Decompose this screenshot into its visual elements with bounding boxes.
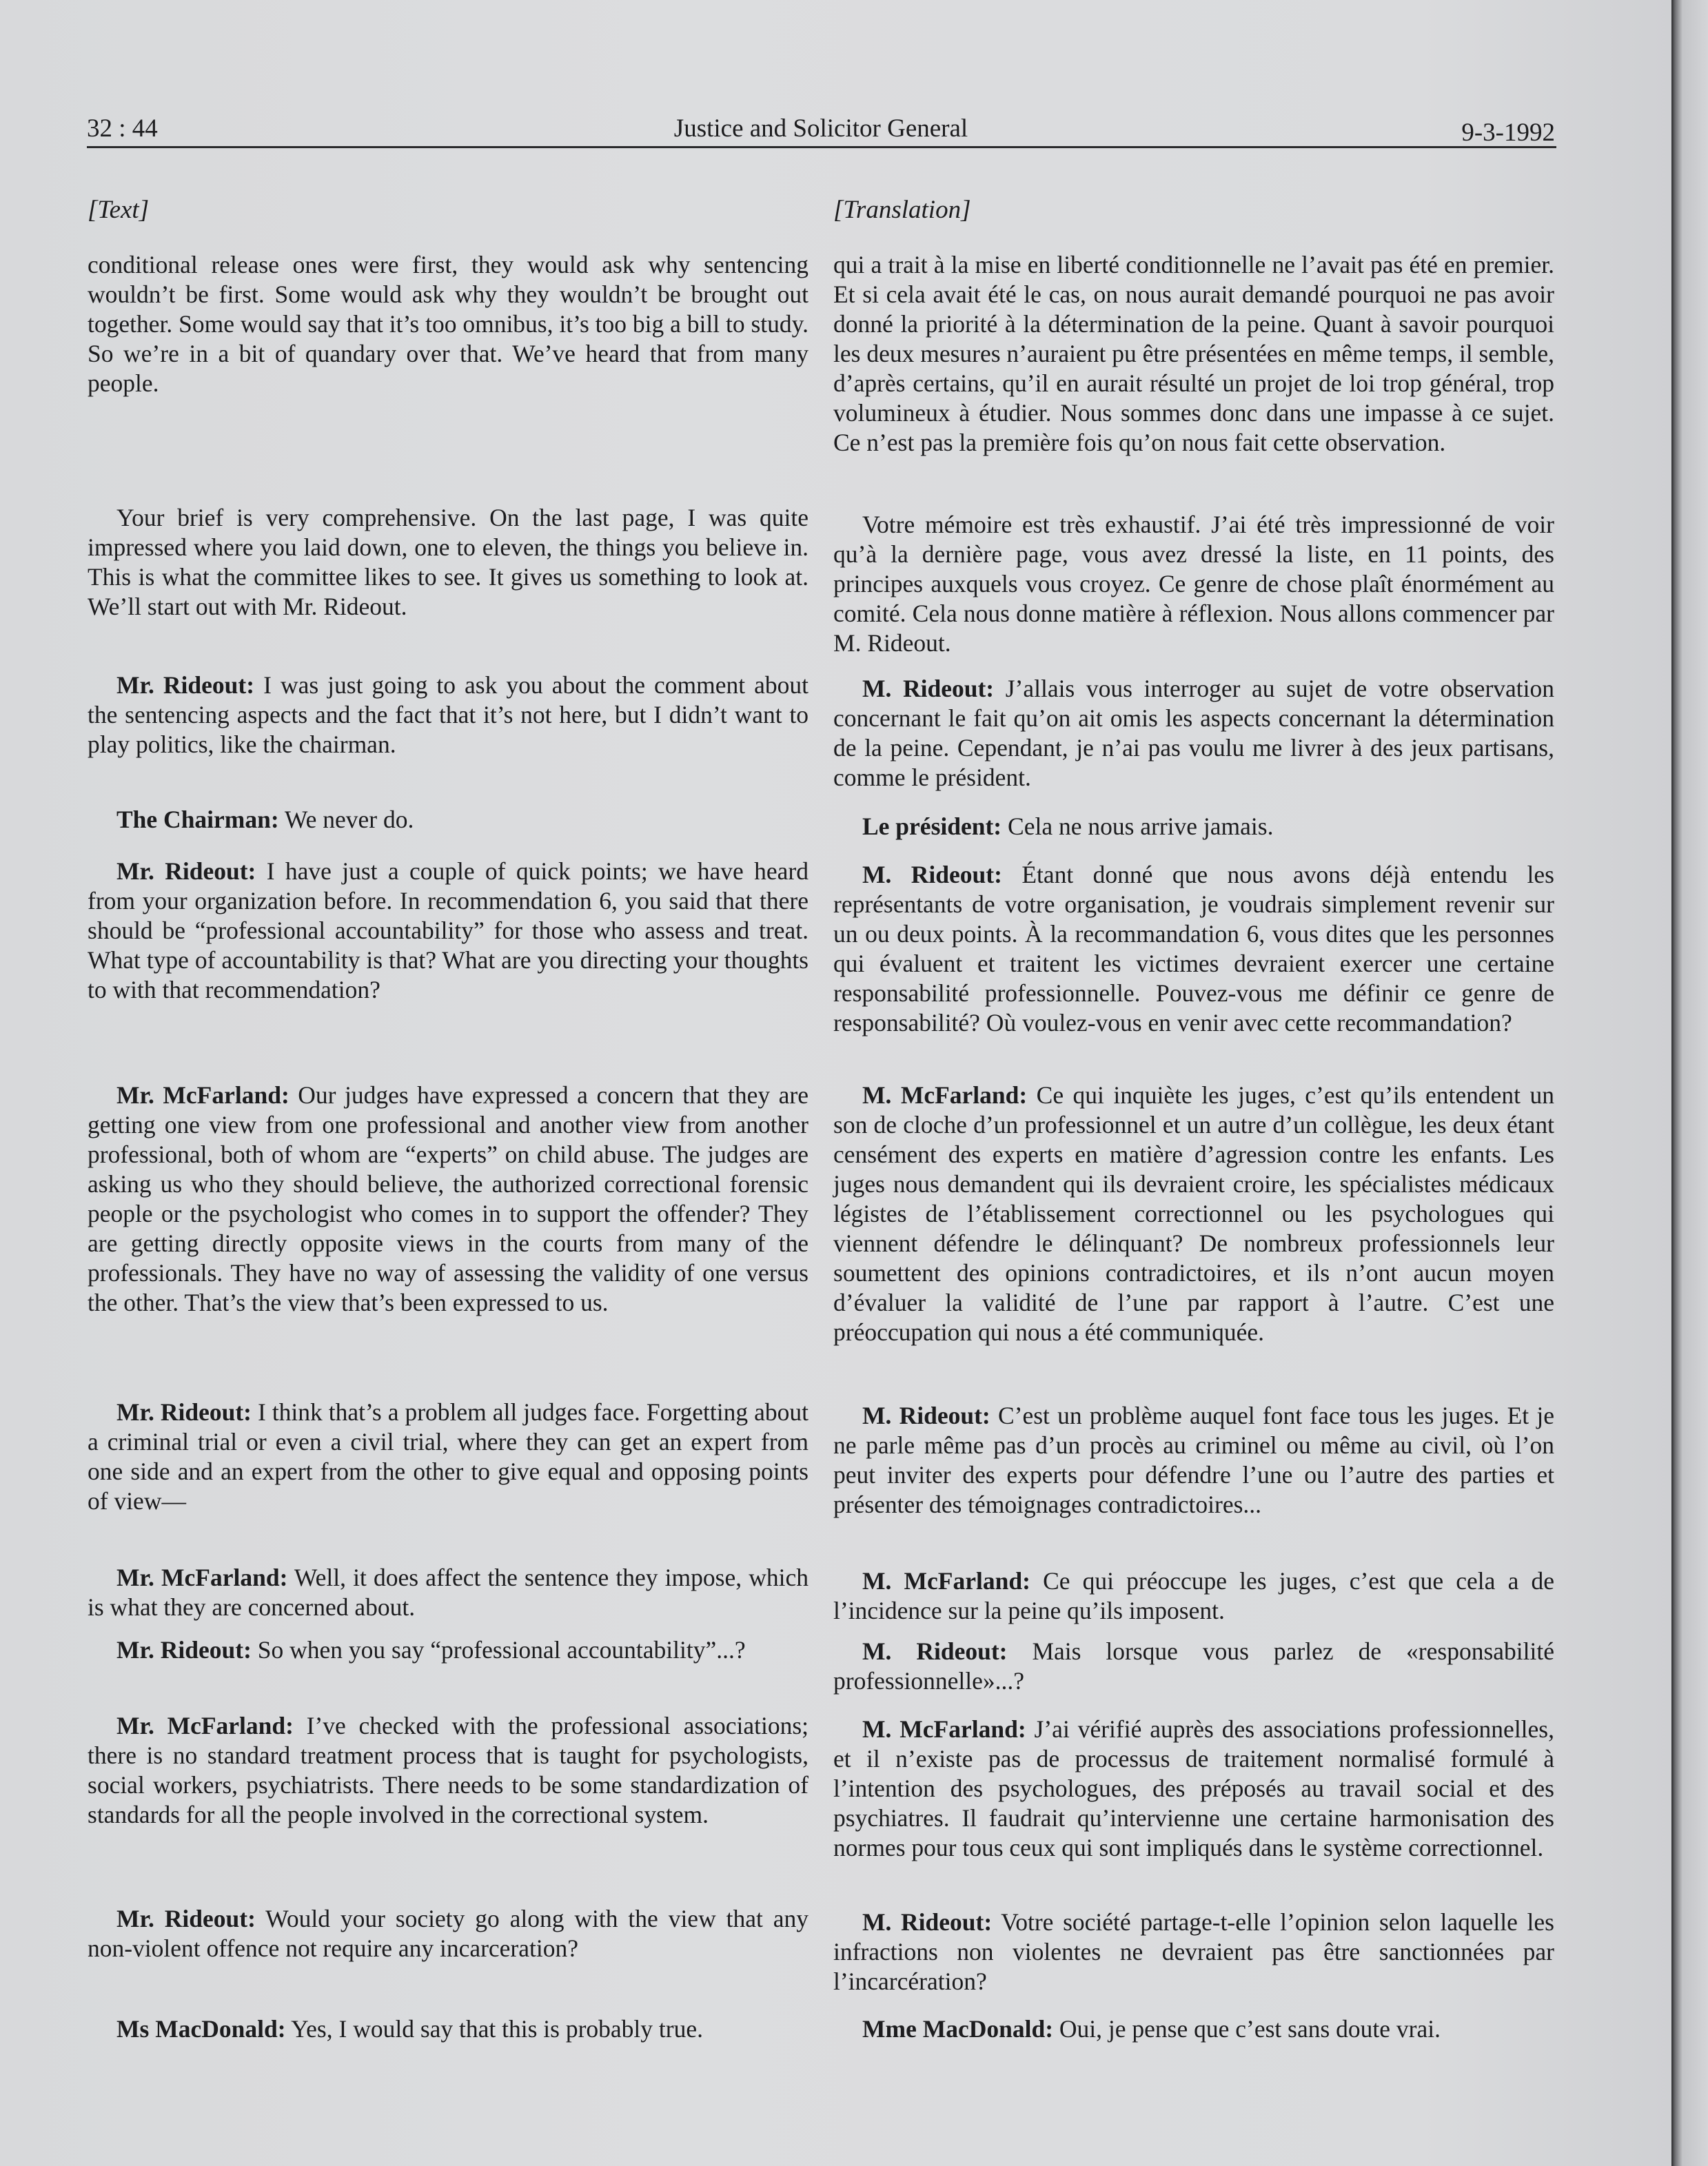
paragraph: Mr. Rideout: I think that’s a problem all judges face. Forgetting about a criminal trial or even a civil trial, where they can get an expert from one side and an expert from the other to give equal and opposing points of view—	[88, 1398, 809, 1515]
paragraph: M. Rideout: J’allais vous interroger au sujet de votre observation concernant le fait qu’on ait omis les aspects concernant la détermination de la peine. Cependant, je n’ai pas voulu me livrer à des jeux partisans, comme le président.	[833, 675, 1554, 791]
paragraph: Your brief is very comprehensive. On the last page, I was quite impressed where you laid down, one to eleven, the things you believe in. This is what the committee likes to see. It gives us something to look at. We’ll start out with Mr. Rideout.	[88, 504, 809, 620]
paragraph: Mr. Rideout: So when you say “professional accountability”...?	[116, 1636, 746, 1664]
paragraph: M. Rideout: C’est un problème auquel font face tous les juges. Et je ne parle même pas d’un procès au criminel ou même au civil, où l’on peut inviter des experts pour défendre l’une ou l’autre des parties et présenter des témoignages contradictoires...	[833, 1402, 1554, 1518]
paragraph: M. Rideout: Votre société partage-t-elle l’opinion selon laquelle les infractions non violentes ne devraient pas être sanctionnées par l’incarcération?	[833, 1908, 1554, 1995]
paragraph: Votre mémoire est très exhaustif. J’ai été très impressionné de voir qu’à la dernière page, vous avez dressé la liste, en 11 points, des principes auxquels vous croyez. Ce genre de chose plaît énormément au comité. Cela nous donne matière à réflexion. Nous allons commencer par M. Rideout.	[833, 511, 1554, 657]
paragraph: Ms MacDonald: Yes, I would say that this is probably true.	[116, 2015, 703, 2043]
sitting-date: 9-3-1992	[1461, 119, 1555, 147]
page-number: 32 : 44	[87, 114, 158, 143]
paragraph: The Chairman: We never do.	[116, 806, 414, 833]
paragraph: Mr. McFarland: Our judges have expressed a concern that they are getting one view from one professional and another view from another professional, both of whom are “experts” on child abuse. The judges are asking us who they should believe, the authorized correctional forensic people or the psychologist who comes in to support the offender? They are getting directly opposite views in the courts from many of the professionals. They have no way of assessing the validity of one versus the other. That’s the view that’s been expressed to us.	[88, 1081, 809, 1316]
page-header	[87, 114, 1555, 148]
paragraph: Mr. Rideout: I was just going to ask you about the comment about the sentencing aspects and the fact that it’s not here, but I didn’t want to play politics, like the chairman.	[88, 671, 809, 758]
paragraph: Le président: Cela ne nous arrive jamais.	[862, 813, 1274, 840]
paragraph: M. McFarland: J’ai vérifié auprès des associations professionnelles, et il n’existe pas de processus de traitement normalisé formulé à l’intention des psychologues, des préposés au travail social et des psychiatres. Il faudrait qu’intervienne une certaine harmonisation des normes pour tous ceux qui sont impliqués dans le système correctionnel.	[833, 1715, 1554, 1861]
paragraph: M. McFarland: Ce qui préoccupe les juges, c’est que cela a de l’incidence sur la peine qu’ils imposent.	[833, 1567, 1554, 1624]
binding-edge	[1671, 0, 1708, 2166]
paragraph: Mr. McFarland: Well, it does affect the sentence they impose, which is what they are concerned about.	[88, 1564, 809, 1621]
paragraph: Mr. McFarland: I’ve checked with the professional associations; there is no standard treatment process that is taught for psychologists, social workers, psychiatrists. There needs to be some standardization of standards for all the people involved in the correctional system.	[88, 1712, 809, 1828]
paragraph: Mr. Rideout: Would your society go along with the view that any non-violent offence not require any incarceration?	[88, 1905, 809, 1962]
running-title: Justice and Solicitor General	[673, 114, 968, 143]
french-column	[833, 195, 1554, 2043]
paragraph: Mr. Rideout: I have just a couple of quick points; we have heard from your organization before. In recommendation 6, you said that there should be “professional accountability” for those who assess and treat. What type of accountability is that? What are you directing your thoughts to with that recommendation?	[88, 857, 809, 1003]
paragraph: qui a trait à la mise en liberté conditionnelle ne l’avait pas été en premier. Et si cela avait été le cas, on nous aurait demandé pourquoi ne pas avoir donné la priorité à la détermination de la peine. Quant à savoir pourquoi les deux mesures n’auraient pu être présentées en même temps, il semble, d’après certains, qu’il en aurait résulté un projet de loi trop général, trop volumineux à étudier. Nous sommes donc dans une impasse à ce sujet. Ce n’est pas la première fois qu’on nous fait cette observation.	[833, 251, 1554, 456]
paragraph: M. Rideout: Mais lorsque vous parlez de «responsabilité professionnelle»...?	[833, 1637, 1554, 1695]
header-rule	[87, 146, 1556, 148]
paragraph: conditional release ones were first, they would ask why sentencing wouldn’t be first. Some would ask why they wouldn’t be brought out together. Some would say that it’s too omnibus, it’s too big a bill to study. So we’re in a bit of quandary over that. We’ve heard that from many people.	[88, 251, 809, 397]
english-column	[88, 195, 809, 2043]
paragraph: Mme MacDonald: Oui, je pense que c’est sans doute vrai.	[862, 2015, 1441, 2043]
translation-tag: [Translation]	[833, 196, 971, 224]
text-tag: [Text]	[88, 196, 150, 224]
paragraph: M. McFarland: Ce qui inquiète les juges, c’est qu’ils entendent un son de cloche d’un professionnel et un autre d’un collègue, les deux étant censément des experts en matière d’agression contre les enfants. Les juges nous demandent qui ils devraient croire, les spécialistes médicaux légistes de l’établissement correctionnel ou les psychologues qui viennent défendre le délinquant? De nombreux professionnels leur soumettent des opinions contradictoires, et ils n’ont aucun moyen d’évaluer la validité de l’une par rapport à l’autre. C’est une préoccupation qui nous a été communiquée.	[833, 1081, 1554, 1346]
paragraph: M. Rideout: Étant donné que nous avons déjà entendu les représentants de votre organisation, je voudrais simplement revenir sur un ou deux points. À la recommandation 6, vous dites que les personnes qui évaluent et traitent les victimes devraient exercer une certaine responsabilité professionnelle. Pouvez-vous me définir ce genre de responsabilité? Où voulez-vous en venir avec cette recommandation?	[833, 861, 1554, 1036]
